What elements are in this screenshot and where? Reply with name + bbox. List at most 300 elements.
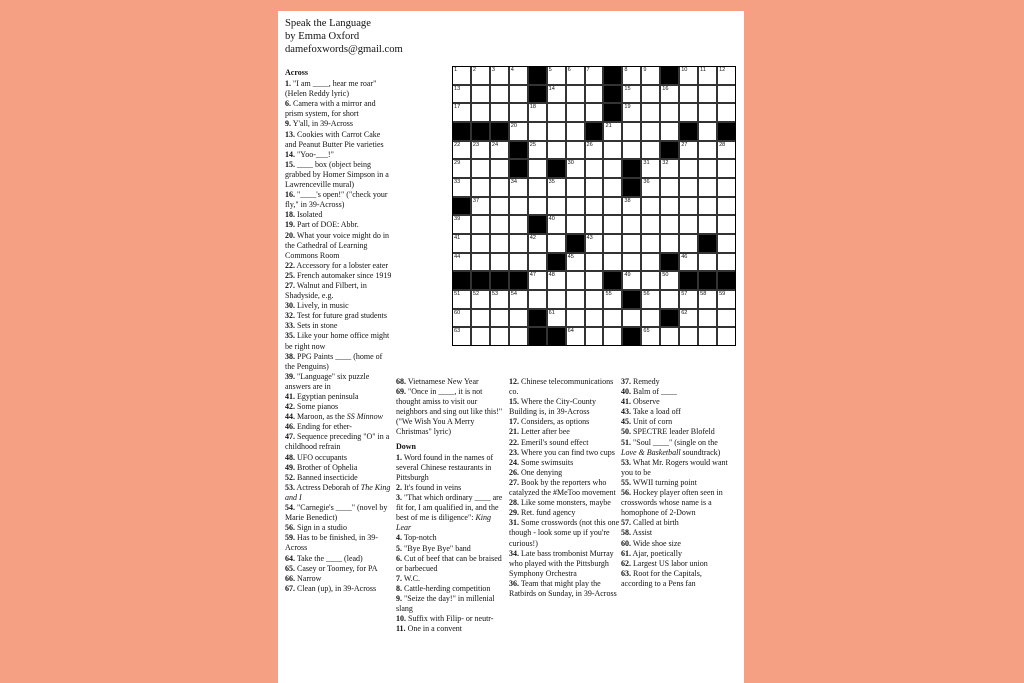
grid-cell[interactable]: [622, 66, 641, 85]
grid-cell[interactable]: [452, 178, 471, 197]
grid-cell[interactable]: [509, 85, 528, 104]
clue-number: 13.: [285, 129, 295, 139]
clue-number: 9.: [285, 119, 291, 129]
cell-number: 10: [681, 67, 688, 73]
grid-cell[interactable]: [717, 141, 736, 160]
clue-item: [285, 422, 393, 432]
grid-cell[interactable]: [509, 122, 528, 141]
grid-cell[interactable]: [471, 290, 490, 309]
grid-cell[interactable]: [679, 85, 698, 104]
clue-item: [285, 220, 393, 230]
grid-cell[interactable]: [641, 141, 660, 160]
cell-number: 8: [624, 67, 628, 73]
grid-cell[interactable]: [471, 159, 490, 178]
grid-cell[interactable]: [717, 85, 736, 104]
grid-cell[interactable]: [471, 234, 490, 253]
grid-cell[interactable]: [622, 215, 641, 234]
grid-cell[interactable]: [566, 178, 585, 197]
grid-cell[interactable]: [698, 66, 717, 85]
grid-block: [585, 122, 604, 141]
grid-cell[interactable]: [717, 327, 736, 346]
grid-cell[interactable]: [585, 66, 604, 85]
grid-cell[interactable]: [566, 327, 585, 346]
grid-cell[interactable]: [547, 215, 566, 234]
clue-item: [285, 271, 393, 281]
cell-number: 24: [491, 141, 499, 148]
grid-cell[interactable]: [622, 309, 641, 328]
grid-cell[interactable]: [471, 66, 490, 85]
grid-cell[interactable]: [585, 141, 604, 160]
clue-number: 27.: [509, 477, 519, 487]
clue-item: [285, 473, 393, 483]
grid-cell[interactable]: [509, 66, 528, 85]
grid-cell[interactable]: [622, 253, 641, 272]
grid-cell[interactable]: [471, 309, 490, 328]
grid-cell[interactable]: [660, 159, 679, 178]
cell-number: 48: [548, 272, 555, 279]
grid-cell[interactable]: [585, 178, 604, 197]
grid-cell[interactable]: [660, 85, 679, 104]
grid-cell[interactable]: [452, 159, 471, 178]
grid-cell[interactable]: [603, 234, 622, 253]
grid-cell[interactable]: [603, 141, 622, 160]
grid-cell[interactable]: [622, 197, 641, 216]
cell-number: 35: [548, 179, 555, 185]
clue-number: 17.: [509, 417, 519, 427]
cell-number: 59: [719, 291, 726, 297]
crossword-grid[interactable]: [452, 66, 736, 346]
clue-text: Accessory for a lobster eater: [295, 260, 389, 270]
grid-cell[interactable]: [698, 290, 717, 309]
clue-item: [509, 438, 621, 448]
clue-text: Book by the reporters who catalyzed the #MeToo movement: [509, 477, 616, 498]
grid-cell[interactable]: [452, 253, 471, 272]
grid-cell[interactable]: [547, 103, 566, 122]
grid-cell[interactable]: [641, 253, 660, 272]
grid-cell[interactable]: [698, 197, 717, 216]
clue-number: 61.: [621, 548, 631, 558]
grid-block: [547, 327, 566, 346]
grid-cell[interactable]: [622, 271, 641, 290]
grid-cell[interactable]: [717, 197, 736, 216]
grid-cell[interactable]: [471, 178, 490, 197]
grid-cell[interactable]: [490, 141, 509, 160]
grid-cell[interactable]: [547, 178, 566, 197]
grid-cell[interactable]: [490, 103, 509, 122]
grid-cell[interactable]: [698, 103, 717, 122]
grid-cell[interactable]: [452, 141, 471, 160]
grid-cell[interactable]: [698, 85, 717, 104]
grid-cell[interactable]: [566, 271, 585, 290]
grid-cell[interactable]: [641, 234, 660, 253]
grid-cell[interactable]: [490, 197, 509, 216]
grid-cell[interactable]: [585, 290, 604, 309]
grid-cell[interactable]: [452, 309, 471, 328]
clue-number: 16.: [285, 190, 295, 200]
clue-number: 25.: [285, 270, 295, 280]
grid-cell[interactable]: [528, 159, 547, 178]
grid-cell[interactable]: [547, 309, 566, 328]
grid-cell[interactable]: [641, 85, 660, 104]
clue-item: [621, 559, 733, 569]
clue-text: "Yoo-___!": [295, 149, 334, 159]
clue-text: Called at birth: [631, 518, 679, 528]
grid-cell[interactable]: [679, 215, 698, 234]
grid-cell[interactable]: [547, 85, 566, 104]
clue-number: 41.: [621, 397, 631, 407]
grid-cell[interactable]: [490, 253, 509, 272]
grid-cell[interactable]: [471, 215, 490, 234]
grid-cell[interactable]: [471, 103, 490, 122]
grid-cell[interactable]: [566, 159, 585, 178]
clue-number: 58.: [621, 528, 631, 538]
cell-number: 22: [454, 141, 461, 148]
cell-number: 60: [454, 309, 461, 316]
grid-cell[interactable]: [660, 290, 679, 309]
grid-cell[interactable]: [698, 309, 717, 328]
grid-cell[interactable]: [528, 234, 547, 253]
grid-cell[interactable]: [641, 197, 660, 216]
grid-cell[interactable]: [547, 66, 566, 85]
grid-cell[interactable]: [660, 178, 679, 197]
cell-number: 44: [454, 253, 461, 260]
grid-cell[interactable]: [603, 159, 622, 178]
clue-item: [509, 427, 621, 437]
clue-number: 9.: [396, 593, 402, 603]
grid-cell[interactable]: [509, 178, 528, 197]
grid-cell[interactable]: [585, 309, 604, 328]
grid-cell[interactable]: [490, 234, 509, 253]
grid-cell[interactable]: [603, 178, 622, 197]
grid-cell[interactable]: [622, 234, 641, 253]
clue-item: [396, 594, 508, 614]
clue-item: [396, 493, 508, 533]
grid-cell[interactable]: [717, 309, 736, 328]
grid-cell[interactable]: [490, 66, 509, 85]
clue-item: [285, 554, 393, 564]
grid-cell[interactable]: [509, 253, 528, 272]
clue-item: [509, 518, 621, 548]
clue-number: 48.: [285, 452, 295, 462]
grid-cell[interactable]: [509, 234, 528, 253]
grid-cell[interactable]: [528, 103, 547, 122]
grid-cell[interactable]: [603, 197, 622, 216]
grid-cell[interactable]: [452, 85, 471, 104]
grid-cell[interactable]: [585, 327, 604, 346]
clue-item: [621, 417, 733, 427]
grid-cell[interactable]: [698, 141, 717, 160]
grid-cell[interactable]: [566, 66, 585, 85]
grid-cell[interactable]: [528, 271, 547, 290]
clue-text: Vietnamese New Year: [406, 377, 479, 386]
grid-cell[interactable]: [641, 178, 660, 197]
grid-cell[interactable]: [603, 122, 622, 141]
grid-cell[interactable]: [641, 215, 660, 234]
grid-cell[interactable]: [585, 197, 604, 216]
grid-block: [509, 271, 528, 290]
grid-cell[interactable]: [528, 253, 547, 272]
grid-cell[interactable]: [717, 103, 736, 122]
clue-text: Clean (up), in 39-Across: [295, 583, 377, 593]
grid-cell[interactable]: [547, 271, 566, 290]
cell-number: 13: [454, 85, 461, 92]
clue-text: Like your home office might be right now: [285, 331, 390, 351]
cell-number: 65: [643, 328, 650, 335]
grid-cell[interactable]: [471, 85, 490, 104]
grid-cell[interactable]: [641, 122, 660, 141]
clue-number: 8.: [396, 583, 402, 593]
grid-cell[interactable]: [641, 309, 660, 328]
clue-text: Balm of ____: [631, 387, 677, 397]
cell-number: 39: [454, 216, 461, 223]
grid-cell[interactable]: [698, 327, 717, 346]
clue-number: 44.: [285, 412, 295, 422]
grid-cell[interactable]: [585, 234, 604, 253]
clue-item: [285, 150, 393, 160]
grid-cell[interactable]: [641, 159, 660, 178]
grid-cell[interactable]: [566, 309, 585, 328]
grid-cell[interactable]: [509, 290, 528, 309]
grid-cell[interactable]: [641, 271, 660, 290]
grid-cell[interactable]: [452, 66, 471, 85]
grid-cell[interactable]: [660, 234, 679, 253]
grid-block: [698, 271, 717, 290]
grid-cell[interactable]: [490, 327, 509, 346]
grid-cell[interactable]: [603, 309, 622, 328]
grid-cell[interactable]: [622, 103, 641, 122]
clue-item: [285, 483, 393, 503]
cell-number: 23: [472, 141, 480, 148]
cell-number: 14: [548, 85, 555, 92]
grid-cell[interactable]: [698, 253, 717, 272]
grid-cell[interactable]: [566, 103, 585, 122]
grid-cell[interactable]: [698, 178, 717, 197]
clue-number: 6.: [396, 553, 402, 563]
grid-cell[interactable]: [566, 253, 585, 272]
grid-cell[interactable]: [603, 215, 622, 234]
clue-text: Wide shoe size: [631, 538, 681, 548]
clue-item: [396, 554, 508, 574]
grid-cell[interactable]: [452, 215, 471, 234]
grid-block: [528, 85, 547, 104]
cell-number: 43: [586, 235, 593, 241]
grid-cell[interactable]: [698, 122, 717, 141]
clue-number: 11.: [396, 624, 406, 634]
grid-cell[interactable]: [547, 234, 566, 253]
grid-cell[interactable]: [509, 309, 528, 328]
grid-cell[interactable]: [679, 141, 698, 160]
grid-cell[interactable]: [717, 253, 736, 272]
clue-number: 23.: [509, 447, 519, 457]
grid-cell[interactable]: [717, 234, 736, 253]
grid-cell[interactable]: [660, 122, 679, 141]
grid-cell[interactable]: [717, 159, 736, 178]
grid-cell[interactable]: [585, 215, 604, 234]
grid-cell[interactable]: [679, 197, 698, 216]
grid-cell[interactable]: [622, 122, 641, 141]
grid-cell[interactable]: [566, 197, 585, 216]
grid-cell[interactable]: [528, 141, 547, 160]
grid-cell[interactable]: [585, 103, 604, 122]
grid-cell[interactable]: [490, 159, 509, 178]
grid-cell[interactable]: [528, 178, 547, 197]
grid-cell[interactable]: [679, 66, 698, 85]
grid-cell[interactable]: [679, 159, 698, 178]
grid-cell[interactable]: [679, 327, 698, 346]
clue-number: 45.: [621, 417, 631, 427]
grid-cell[interactable]: [471, 253, 490, 272]
cell-number: 36: [643, 179, 650, 185]
grid-cell[interactable]: [660, 327, 679, 346]
clue-item: [396, 614, 508, 624]
grid-cell[interactable]: [452, 290, 471, 309]
cell-number: 29: [454, 160, 461, 167]
grid-cell[interactable]: [471, 197, 490, 216]
clue-text: Banned insecticide: [295, 472, 358, 482]
grid-cell[interactable]: [490, 178, 509, 197]
grid-cell[interactable]: [660, 197, 679, 216]
clue-item: [509, 458, 621, 468]
grid-cell[interactable]: [566, 290, 585, 309]
grid-cell[interactable]: [509, 215, 528, 234]
grid-cell[interactable]: [622, 141, 641, 160]
clue-item: [509, 478, 621, 498]
grid-cell[interactable]: [566, 85, 585, 104]
grid-block: [452, 271, 471, 290]
clue-item: [285, 261, 393, 271]
clue-item: [621, 458, 733, 478]
clue-number: 24.: [509, 457, 519, 467]
grid-cell[interactable]: [641, 327, 660, 346]
clue-item: [285, 352, 393, 372]
clue-text: Take a load off: [631, 407, 681, 417]
grid-cell[interactable]: [679, 309, 698, 328]
clue-item: [509, 448, 621, 458]
grid-cell[interactable]: [452, 234, 471, 253]
grid-cell[interactable]: [509, 327, 528, 346]
grid-cell[interactable]: [490, 85, 509, 104]
clue-text: Assist: [631, 528, 653, 538]
grid-cell[interactable]: [717, 178, 736, 197]
grid-cell[interactable]: [452, 327, 471, 346]
grid-cell[interactable]: [679, 290, 698, 309]
grid-cell[interactable]: [547, 122, 566, 141]
grid-cell[interactable]: [717, 290, 736, 309]
grid-cell[interactable]: [528, 197, 547, 216]
grid-cell[interactable]: [717, 215, 736, 234]
grid-cell[interactable]: [679, 253, 698, 272]
grid-cell[interactable]: [547, 290, 566, 309]
clue-number: 7.: [396, 573, 402, 583]
grid-cell[interactable]: [547, 141, 566, 160]
grid-cell[interactable]: [603, 253, 622, 272]
clue-text: Sets in stone: [295, 321, 338, 331]
cell-number: 12: [719, 67, 726, 73]
clue-item: [621, 539, 733, 549]
cell-number: 4: [510, 67, 514, 73]
clue-number: 29.: [509, 508, 519, 518]
grid-cell[interactable]: [509, 103, 528, 122]
grid-cell[interactable]: [471, 141, 490, 160]
clue-text: Lively, in music: [295, 301, 349, 311]
grid-block: [471, 271, 490, 290]
clue-text: UFO occupants: [295, 452, 347, 462]
grid-cell[interactable]: [452, 103, 471, 122]
cell-number: 37: [472, 197, 480, 204]
clue-number: 40.: [621, 387, 631, 397]
grid-cell[interactable]: [547, 197, 566, 216]
grid-cell[interactable]: [717, 66, 736, 85]
grid-cell[interactable]: [679, 178, 698, 197]
grid-cell[interactable]: [622, 85, 641, 104]
grid-cell[interactable]: [585, 253, 604, 272]
grid-cell[interactable]: [660, 271, 679, 290]
clue-number: 43.: [621, 407, 631, 417]
clue-item: [396, 584, 508, 594]
grid-cell[interactable]: [490, 290, 509, 309]
clue-text: Has to be finished, in 39-Across: [285, 533, 378, 553]
cell-number: 33: [454, 179, 461, 185]
grid-cell[interactable]: [528, 122, 547, 141]
clue-text: Ending for ether-: [295, 422, 352, 432]
grid-cell[interactable]: [585, 85, 604, 104]
grid-cell[interactable]: [490, 215, 509, 234]
grid-cell[interactable]: [490, 309, 509, 328]
clue-number: 60.: [621, 538, 631, 548]
clue-text: Narrow: [295, 573, 322, 583]
clue-item: [509, 549, 621, 579]
cell-number: 28: [719, 141, 726, 148]
grid-cell[interactable]: [641, 103, 660, 122]
grid-cell[interactable]: [660, 103, 679, 122]
grid-cell[interactable]: [660, 215, 679, 234]
grid-cell[interactable]: [528, 290, 547, 309]
grid-block: [528, 215, 547, 234]
grid-cell[interactable]: [641, 66, 660, 85]
cell-number: 15: [624, 85, 631, 92]
grid-cell[interactable]: [698, 215, 717, 234]
clue-number: 37.: [621, 377, 631, 386]
clue-number: 20.: [285, 230, 295, 240]
grid-block: [528, 309, 547, 328]
grid-cell[interactable]: [641, 290, 660, 309]
grid-cell[interactable]: [566, 122, 585, 141]
grid-cell[interactable]: [679, 103, 698, 122]
grid-cell[interactable]: [585, 159, 604, 178]
grid-cell[interactable]: [566, 215, 585, 234]
cell-number: 9: [643, 67, 647, 73]
grid-cell[interactable]: [509, 197, 528, 216]
grid-cell[interactable]: [603, 290, 622, 309]
clue-item: [509, 397, 621, 417]
clue-number: 22.: [285, 260, 295, 270]
clue-number: 56.: [285, 523, 295, 533]
grid-cell[interactable]: [585, 271, 604, 290]
clue-item: [285, 130, 393, 150]
grid-cell[interactable]: [603, 327, 622, 346]
grid-cell[interactable]: [471, 327, 490, 346]
clue-item: [285, 392, 393, 402]
cell-number: 52: [472, 291, 480, 297]
grid-block: [452, 197, 471, 216]
grid-cell[interactable]: [566, 141, 585, 160]
clue-item: [285, 503, 393, 523]
clue-text: Cookies with Carrot Cake and Peanut Butter Pie varieties: [285, 129, 384, 149]
grid-cell[interactable]: [679, 234, 698, 253]
clue-item: [285, 574, 393, 584]
grid-cell[interactable]: [698, 159, 717, 178]
cell-number: 3: [491, 67, 495, 73]
